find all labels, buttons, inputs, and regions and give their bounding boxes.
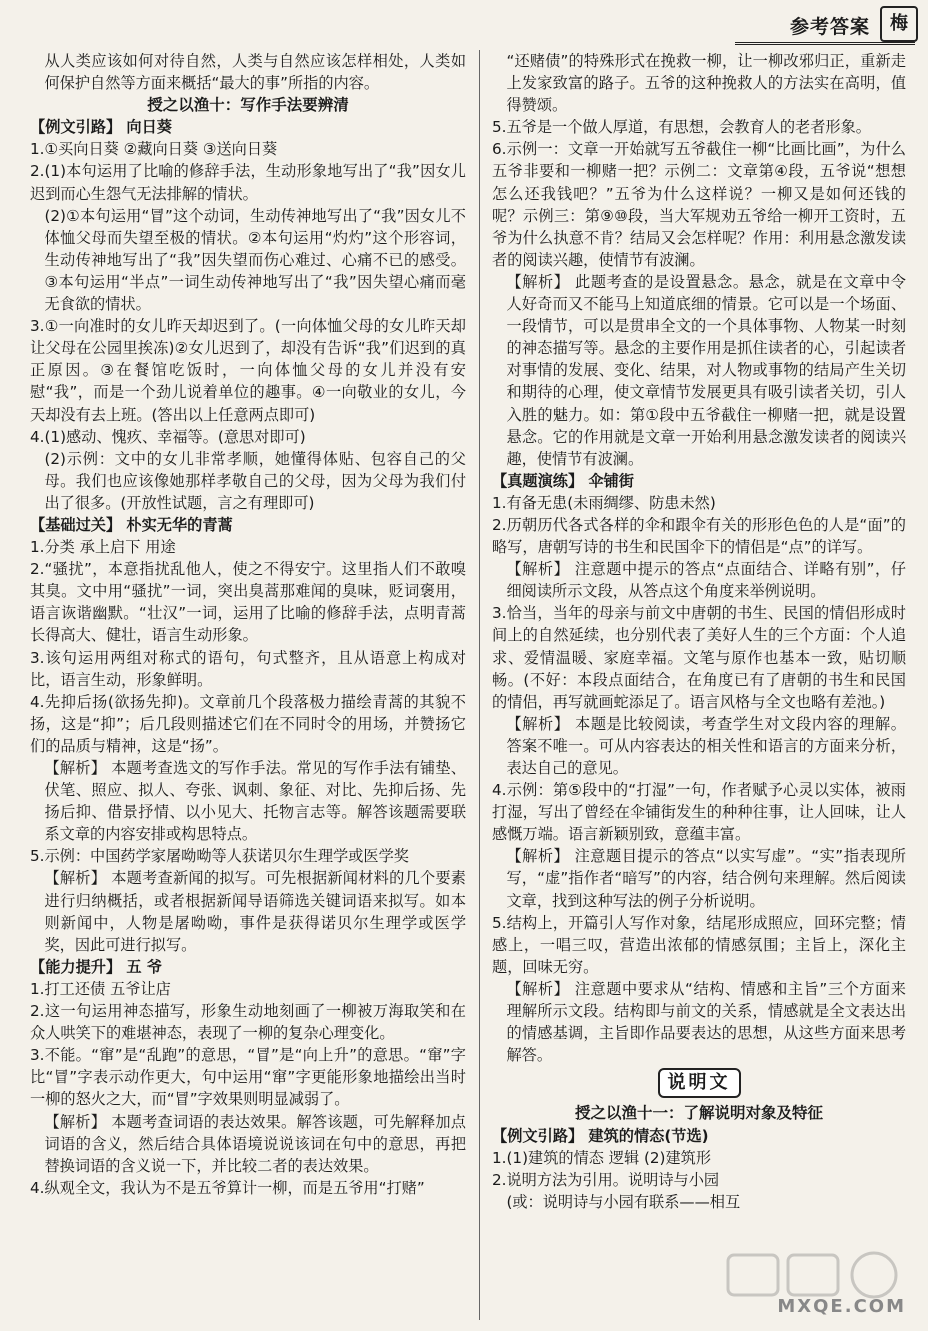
section-badge (492, 1068, 906, 1098)
left-paragraph: 2.这一句运用神态描写，形象生动地刻画了一柳被万海取笑和在众人哄笑下的难堪神态，表现了一柳的复杂心理变化。 (30, 1002, 466, 1043)
left-paragraph: (2)①本句运用“冒”这个动词，生动传神地写出了“我”因女儿不体恤父母而失望至极的情状。②本句运用“灼灼”这个形容词，生动传神地写出了“我”因失望而伤心难过、心痛不已的感受。③本句运用“半点”一词生动传神地写出了“我”因失望心痛而毫无食欲的情状。 (44, 206, 466, 314)
left-column (30, 50, 466, 1199)
left-paragraph: 1.分类 承上启下 用途 (30, 538, 176, 557)
right-paragraph: 1.(1)建筑的情态 逻辑 (2)建筑形 (492, 1148, 712, 1167)
left-paragraph: 【解析】 本题考查选文的写作手法。常见的写作手法有铺垫、伏笔、照应、拟人、夸张、讽刺、象征、对比、先抑后扬、先扬后抑、借景抒情、以小见大、托物言志等。解答该题需要联系文章的内容安排或构思特点。 (44, 759, 466, 844)
left-paragraph: 从人类应该如何对待自然，人类与自然应该怎样相处，人类如何保护自然等方面来概括“最大的事”所指的内容。 (44, 52, 466, 93)
right-paragraph: 4.示例：第⑤段中的“打湿”一句，作者赋予心灵以实体，被雨打湿，写出了曾经在伞铺街发生的种种往事，让人回味，让人感慨万端。语言新颖别致，意蕴丰富。 (492, 781, 906, 844)
passage-heading: 【真题演练】 伞铺街 (492, 471, 634, 490)
right-column (492, 50, 906, 1213)
passage-heading: 【例文引路】 向日葵 (30, 118, 172, 137)
header-logo: 梅 (880, 6, 918, 42)
right-paragraph: “还赌债”的特殊形式在挽救一柳，让一柳改邪归正，重新走上发家致富的路子。五爷的这种挽救人的方法实在高明，值得赞颂。 (506, 52, 906, 115)
right-paragraph: (或：说明诗与小园有联系——相互 (506, 1192, 741, 1211)
section-title: 授之以渔十一：了解说明对象及特征 (574, 1104, 823, 1123)
header-rule (735, 42, 915, 45)
left-paragraph: 1.①买向日葵 ②藏向日葵 ③送向日葵 (30, 140, 278, 159)
right-paragraph: 2.历朝历代各式各样的伞和跟伞有关的形形色色的人是“面”的略写，唐朝写诗的书生和民国伞下的情侣是“点”的详写。 (492, 515, 906, 557)
right-paragraph: 【解析】 注意题目提示的答点“以实写虚”。“实”指表现所写，“虚”指作者“暗写”的内容，结合例句来理解。然后阅读文章，找到这种写法的例子分析说明。 (506, 847, 906, 910)
column-divider (479, 50, 480, 1320)
section-title: 授之以渔十：写作手法要辨清 (147, 96, 349, 115)
left-paragraph: 4.纵观全文，我认为不是五爷算计一柳，而是五爷用“打赌” (30, 1178, 425, 1197)
right-paragraph: 【解析】 此题考查的是设置悬念。悬念，就是在文章中令人好奇而又不能马上知道底细的情景。它可以是一个场面、一段情节，可以是贯串全文的一个具体事物、人物某一时刻的神态描写等。悬念的主要作用是抓住读者的心，引起读者对事情的发展、变化、结果，对人物或事物的结局产生关切和期待的心理，使文章情节发展更具有吸引读者关切，引人入胜的魅力。如：第①段中五爷截住一柳赌一把，就是设置悬念。它的作用就是文章一开始利用悬念激发读者的阅读兴趣，使情节有波澜。 (506, 272, 906, 468)
left-paragraph: 4.先抑后扬(欲扬先抑)。文章前几个段落极力描绘青蒿的其貌不扬，这是“抑”；后几段则描述它们在不同时令的用场，并赞扬它们的品质与精神，这是“扬”。 (30, 692, 466, 755)
page-header (0, 0, 928, 46)
left-paragraph: 5.示例：中国药学家屠呦呦等人获诺贝尔生理学或医学奖 (30, 847, 409, 866)
right-paragraph: 2.说明方法为引用。说明诗与小园 (492, 1170, 720, 1189)
left-paragraph: 4.(1)感动、愧疚、幸福等。(意思对即可) (30, 427, 306, 446)
left-paragraph: 3.①一向准时的女儿昨天却迟到了。(一向体恤父母的女儿昨天却让父母在公园里挨冻)②女儿迟到了，却没有告诉“我”们迟到的真正原因。③在餐馆吃饭时，一向体恤父母的女儿并没有安慰“我”，而是一个劲儿说着单位的趣事。④一向敬业的女儿，今天却没有去上班。(答出以上任意两点即可) (30, 317, 466, 424)
left-paragraph: 3.不能。“窜”是“乱跑”的意思，“冒”是“向上升”的意思。“窜”字比“冒”字表示动作更大，句中运用“窜”字更能形象地描绘出当时一柳的怒火之大，而“冒”字效果则明显减弱了。 (30, 1046, 466, 1109)
left-paragraph: 3.该句运用两组对称式的语句，句式整齐，且从语意上构成对比，语言生动，形象鲜明。 (30, 648, 466, 689)
left-paragraph: 1.打工还债 五爷让店 (30, 979, 171, 998)
right-paragraph: 【解析】 注意题中提示的答点“点面结合、详略有别”，仔细阅读所示文段，从答点这个角度来举例说明。 (506, 560, 906, 601)
passage-heading: 【能力提升】 五 爷 (30, 957, 163, 976)
left-paragraph: (2)示例：文中的女儿非常孝顺，她懂得体贴、包容自己的父母。我们也应该像她那样孝敬自己的父母，因为父母为我们付出了很多。(开放性试题，言之有理即可) (44, 449, 466, 512)
left-paragraph: 2.(1)本句运用了比喻的修辞手法，生动形象地写出了“我”因女儿迟到而心生怨气无法排解的情状。 (30, 162, 466, 203)
right-paragraph: 【解析】 注意题中要求从“结构、情感和主旨”三个方面来理解所示文段。结构即与前文的关系，情感就是全文表达出的情感基调，主旨即作品要表达的思想，从这些方面来思考解答。 (506, 979, 906, 1065)
passage-heading: 【例文引路】 建筑的情态(节选) (492, 1126, 709, 1145)
right-paragraph: 6.示例一：文章一开始就写五爷截住一柳“比画比画”，为什么五爷非要和一柳赌一把？示例二：文章第④段，五爷说“想想怎么还我钱吧？”五爷为什么这样说？一柳又是如何还钱的呢？示例三：第⑨⑩段，当大军规劝五爷给一柳开工资时，五爷为什么执意不肯？结局又会怎样呢？作用：利用悬念激发读者的阅读兴趣，使情节有波澜。 (492, 140, 906, 269)
passage-heading: 【基础过关】 朴实无华的青蒿 (30, 515, 233, 534)
right-paragraph: 5.结构上，开篇引人写作对象，结尾形成照应，回环完整；情感上，一唱三叹，营造出浓郁的情感氛围；主旨上，深化主题，回味无穷。 (492, 913, 906, 976)
right-paragraph: 3.恰当，当年的母亲与前文中唐朝的书生、民国的情侣形成时间上的自然延续，也分别代表了美好人生的三个方面：个人追求、爱情温暖、家庭幸福。文笔与原作也基本一致，贴切顺畅。(不好：本段点面结合，在角度已有了唐朝的书生和民国的情侣，再写就画蛇添足了。语言风格与全文也略有差池。) (492, 604, 906, 711)
watermark-text: MXQE.COM (777, 1296, 906, 1317)
section-badge-label: 说明文 (658, 1068, 741, 1098)
left-paragraph: 【解析】 本题考查词语的表达效果。解答该题，可先解释加点词语的含义，然后结合具体语境说说该词在句中的意思，再把替换词语的含义说一下，并比较二者的表达效果。 (44, 1112, 466, 1175)
right-paragraph: 5.五爷是一个做人厚道，有思想，会教育人的老者形象。 (492, 118, 871, 137)
header-title: 参考答案 (790, 16, 871, 38)
right-paragraph: 【解析】 本题是比较阅读，考查学生对文段内容的理解。答案不唯一。可从内容表达的相关性和语言的方面来分析，表达自己的意见。 (506, 714, 906, 777)
left-paragraph: 2.“骚扰”，本意指扰乱他人，使之不得安宁。这里指人们不敢嗅其臭。文中用“骚扰”一词，突出臭蒿那难闻的臭味，贬词褒用，语言诙谐幽默。“壮汉”一词，运用了比喻的修辞手法，点明青蒿长得高大、健壮，语言生动形象。 (30, 560, 466, 645)
right-paragraph: 1.有备无患(未雨绸缪、防患未然) (492, 493, 716, 512)
left-paragraph: 【解析】 本题考查新闻的拟写。可先根据新闻材料的几个要素进行归纳概括，或者根据新闻导语筛选关键词语来拟写。如本则新闻中，人物是屠呦呦，事件是获得诺贝尔生理学或医学奖，因此可进行拟写。 (44, 869, 466, 954)
